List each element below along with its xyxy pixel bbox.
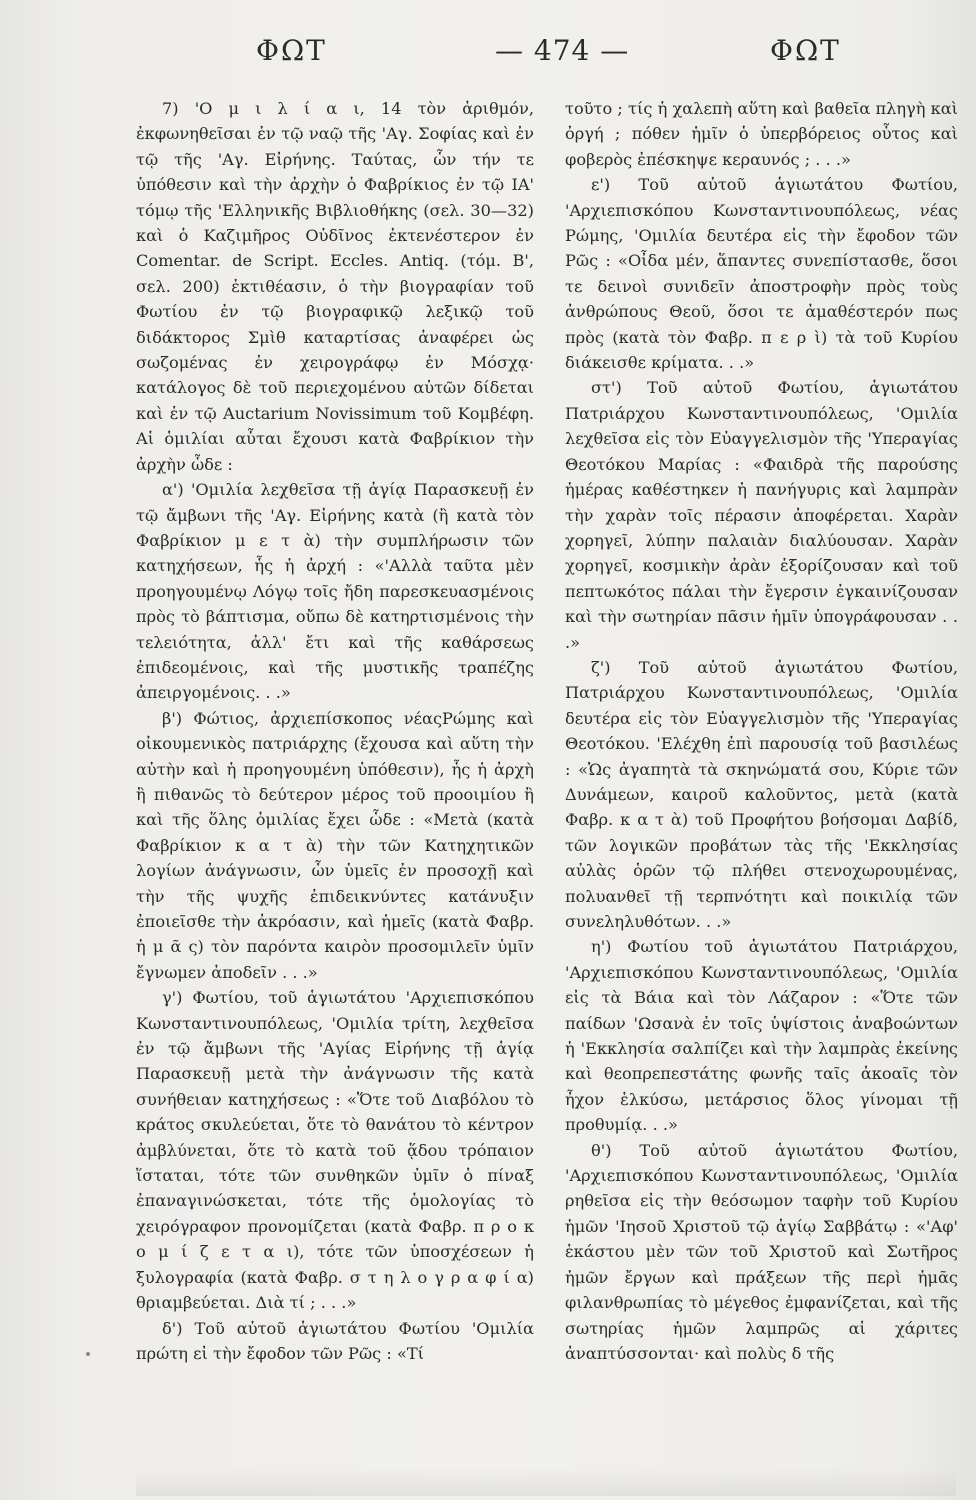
entry-paragraph: θ') Τοῦ αὐτοῦ ἁγιωτάτου Φωτίου, 'Αρχιεπισκόπου Κωνσταντινουπόλεως, 'Ομιλία ρηθεῖσα εἰς τὴν θεόσωμον ταφὴν τοῦ Κυρίου ἡμῶν 'Ιησοῦ Χριστοῦ τῷ ἁγίῳ Σαββάτῳ : «'Αφ' ἑκάστου μὲν τῶν τοῦ Χριστοῦ καὶ Σωτῆρος ἡμῶν ἔργων καὶ πράξεων τῆς περὶ ἡμᾶς φιλανθρωπίας τὸ μέγεθος ἐμφανίζεται, καὶ τῆς σωτηρίας ἡμῶν λαμπρῶς αἱ χάριτες ἀναπτύσσονται· καὶ πολὺς δ τῆς: [565, 1140, 958, 1363]
running-head-right: ΦΩΤ: [770, 34, 841, 67]
entry-paragraph: γ') Φωτίου, τοῦ ἁγιωτάτου 'Αρχιεπισκόπου Κωνσταντινουπόλεως, 'Ομιλία τρίτη, λεχθεῖσα ἐν τῷ ἄμβωνι τῆς 'Αγίας Εἰρήνης τῇ ἁγίᾳ Παρασκευῇ μετὰ τὴν ἀνάγνωσιν τῆς κατὰ συνήθειαν κατηχήσεως : «Ὅτε τοῦ Διαβόλου τὸ κράτος σκυλεύεται, ὅτε τὸ θανάτου τὸ κέντρον ἀμβλύνεται, ὅτε τὸ κατὰ τοῦ ᾅδου τρόπαιον ἵσταται, τότε τῶν συνθηκῶν ὑμῖν ὁ πίναξ ἐπαναγινώσκεται, τότε τῆς ὁμολογίας τὸ χειρόγραφον προνομίζεται (κατὰ Φαβρ. π ρ ο κ ο μ ί ζ ε τ α ι), τότε τῶν ὑποσχέσεων ἡ ξυλογραφία (κατὰ Φαβρ. σ τ η λ ο γ ρ α φ ί α) θριαμβεύεται. Διὰ τί ; . . .»: [136, 988, 534, 1313]
left-column: [136, 96, 534, 1366]
print-speck: [86, 1352, 90, 1356]
entry-paragraph: ε') Τοῦ αὐτοῦ ἁγιωτάτου Φωτίου, 'Αρχιεπισκόπου Κωνσταντινουπόλεως, νέας Ρώμης, 'Ομιλία δευτέρα εἰς τὴν ἔφοδον τῶν Ρῶς : «Οἶδα μέν, ἅπαντες συνεπίστασθε, ὅσοι τε δεινοὶ συνιδεῖν ἀποστροφὴν πρὸς τοὺς ἀνθρώπους Θεοῦ, ὅσοι τε ἀμαθέστερόν πως πρὸς (κατὰ τὸν Φαβρ. π ε ρ ὶ) τὰ τοῦ Κυρίου διάκεισθε κρίματα. . .»: [565, 175, 958, 373]
right-column: [565, 96, 958, 1366]
entry-paragraph: τοῦτο ; τίς ἡ χαλεπὴ αὕτη καὶ βαθεῖα πληγὴ καὶ ὀργή ; πόθεν ἡμῖν ὁ ὑπερβόρειος οὗτος καὶ φοβερὸς ἐπέσκηψε κεραυνός ; . . .»: [565, 99, 958, 169]
entry-paragraph: η') Φωτίου τοῦ ἁγιωτάτου Πατριάρχου, 'Αρχιεπισκόπου Κωνσταντινουπόλεως, 'Ομιλία εἰς τὰ Βάια καὶ τὸν Λάζαρον : «Ὅτε τῶν παίδων 'Ωσανὰ ἐν τοῖς ὑψίστοις ἀναβοώντων ἡ 'Εκκλησία σαλπίζει καὶ τὴν λαμπρὰς ἐκείνης καὶ θεοπρεπεστάτης φωνῆς ταῖς ἀκοαῖς τὸν ἦχον ἑλκύσω, μετάρσιος ὅλος γίνομαι τῇ προθυμίᾳ. . .»: [565, 937, 958, 1135]
bottom-shadow: [136, 1468, 956, 1496]
running-head-left: ΦΩΤ: [256, 34, 327, 67]
page-number: — 474 —: [495, 34, 630, 67]
entry-paragraph: δ') Τοῦ αὐτοῦ ἁγιωτάτου Φωτίου 'Ομιλία πρώτη εἰ τὴν ἔφοδον τῶν Ρῶς : «Τί: [136, 1318, 534, 1363]
entry-paragraph: β') Φώτιος, ἀρχιεπίσκοπος νέαςΡώμης καὶ οἰκουμενικὸς πατριάρχης (ἔχουσα καὶ αὕτη τὴν αὐτὴν καὶ ἡ προηγουμένη ὑπόθεσιν), ἧς ἡ ἀρχὴ ἢ πιθανῶς τὸ δεύτερον μέρος τοῦ προοιμίου ἢ καὶ τῆς ὅλης ὁμιλίας ἔχει ὧδε : «Μετὰ (κατὰ Φαβρίκιον κ α τ ὰ) τὴν τῶν Κατηχητικῶν λογίων ἀνάγνωσιν, ὧν ὑμεῖς ἐν προσοχῇ καὶ τὴν τῆς ψυχῆς ἐπιδεικνύντες κατάνυξιν ἐποιεῖσθε τὴν ἀκρόασιν, καὶ ἡμεῖς (κατὰ Φαβρ. ἡ μ ᾶ ς) τὸν παρόντα καιρὸν προσομιλεῖν ὑμῖν ἔγνωμεν ἀποδεῖν . . .»: [136, 708, 534, 982]
entry-paragraph: α') 'Ομιλία λεχθεῖσα τῇ ἁγίᾳ Παρασκευῇ ἐν τῷ ἄμβωνι τῆς 'Αγ. Εἰρήνης κατὰ (ἢ κατὰ τὸν Φαβρίκιον μ ε τ ὰ) τὴν συμπλήρωσιν τῶν κατηχήσεων, ἧς ἡ ἀρχή : «'Αλλὰ ταῦτα μὲν προηγουμένῳ Λόγῳ τοῖς ἤδη παρεσκευασμένοις πρὸς τὸ βάπτισμα, οὔπω δὲ κατηρτισμένοις τὴν τελειότητα, ἀλλ' ἔτι καὶ τῆς καθάρσεως ἐπιδεομένοις, καὶ τῆς μυστικῆς τραπέζης ἀπειργομένοις. . .»: [136, 480, 534, 703]
page-header: [0, 34, 976, 84]
entry-paragraph: 7) 'Ο μ ι λ ί α ι, 14 τὸν ἀριθμόν, ἐκφωνηθεῖσαι ἐν τῷ ναῷ τῆς 'Αγ. Σοφίας καὶ ἐν τῷ τῆς 'Αγ. Εἰρήνης. Ταύτας, ὧν τήν τε ὑπόθεσιν καὶ τὴν ἀρχὴν ὁ Φαβρίκιος ἐν τῷ ΙΑ' τόμῳ τῆς 'Ελληνικῆς Βιβλιοθήκης (σελ. 30—32) καὶ ὁ Καζιμῆρος Οὐδῖνος ἐκτενέστερον ἐν Comentar. de Script. Eccles. Antiq. (τόμ. Β', σελ. 200) ἐκτιθέασιν, ὁ τὴν βιογραφίαν τοῦ Φωτίου ἐν τῷ βιογραφικῷ λεξικῷ τοῦ διδάκτορος Σμὶθ καταρτίσας ἀναφέρει ὡς σωζομένας ἐν χειρογράφῳ ἐν Μόσχᾳ· κατάλογος δὲ τοῦ περιεχομένου αὐτῶν δίδεται καὶ ἐν τῷ Auctarium Novissimum τοῦ Κομβέφη. Αἱ ὁμιλίαι αὗται ἔχουσι κατὰ Φαβρίκιον τὴν ἀρχὴν ὧδε :: [136, 99, 534, 474]
entry-paragraph: στ') Τοῦ αὐτοῦ Φωτίου, ἁγιωτάτου Πατριάρχου Κωνσταντινουπόλεως, 'Ομιλία λεχθεῖσα εἰς τὸν Εὐαγγελισμὸν τῆς 'Υπεραγίας Θεοτόκου Μαρίας : «Φαιδρὰ τῆς παρούσης ἡμέρας καθέστηκεν ἡ πανήγυρις καὶ λαμπρὰν τὴν χαρὰν τοῖς πέρασιν ἀποφέρεται. Χαρὰν χορηγεῖ, λύπην παλαιὰν διαλύουσαν. Χαρὰν χορηγεῖ, κοσμικὴν ἀρὰν ἐξορίζουσαν καὶ τοῦ πεπτωκότος πάλαι τὴν ἔγερσιν ἐγκαινίζουσαν καὶ τὴν σωτηρίαν πᾶσιν ἡμῖν ὑπογράφουσαν . . .»: [565, 378, 958, 652]
entry-paragraph: ζ') Τοῦ αὐτοῦ ἁγιωτάτου Φωτίου, Πατριάρχου Κωνσταντινουπόλεως, 'Ομιλία δευτέρα εἰς τὸν Εὐαγγελισμὸν τῆς 'Υπεραγίας Θεοτόκου. 'Ελέχθη ἐπὶ παρουσίᾳ τοῦ βασιλέως : «Ὡς ἀγαπητὰ τὰ σκηνώματά σου, Κύριε τῶν Δυνάμεων, καιροῦ καλοῦντος, μετὰ (κατὰ Φαβρ. κ α τ ὰ) τοῦ Προφήτου βοήσομαι Δαβίδ, τῶν λογικῶν προβάτων τὰς τῆς 'Εκκλησίας αὐλὰς ὁρῶν τῷ πλήθει στενοχωρουμένας, πολυανθεῖ τῇ τερπνότητι καὶ ποικιλίᾳ τῶν συνεληλυθότων. . .»: [565, 657, 958, 931]
